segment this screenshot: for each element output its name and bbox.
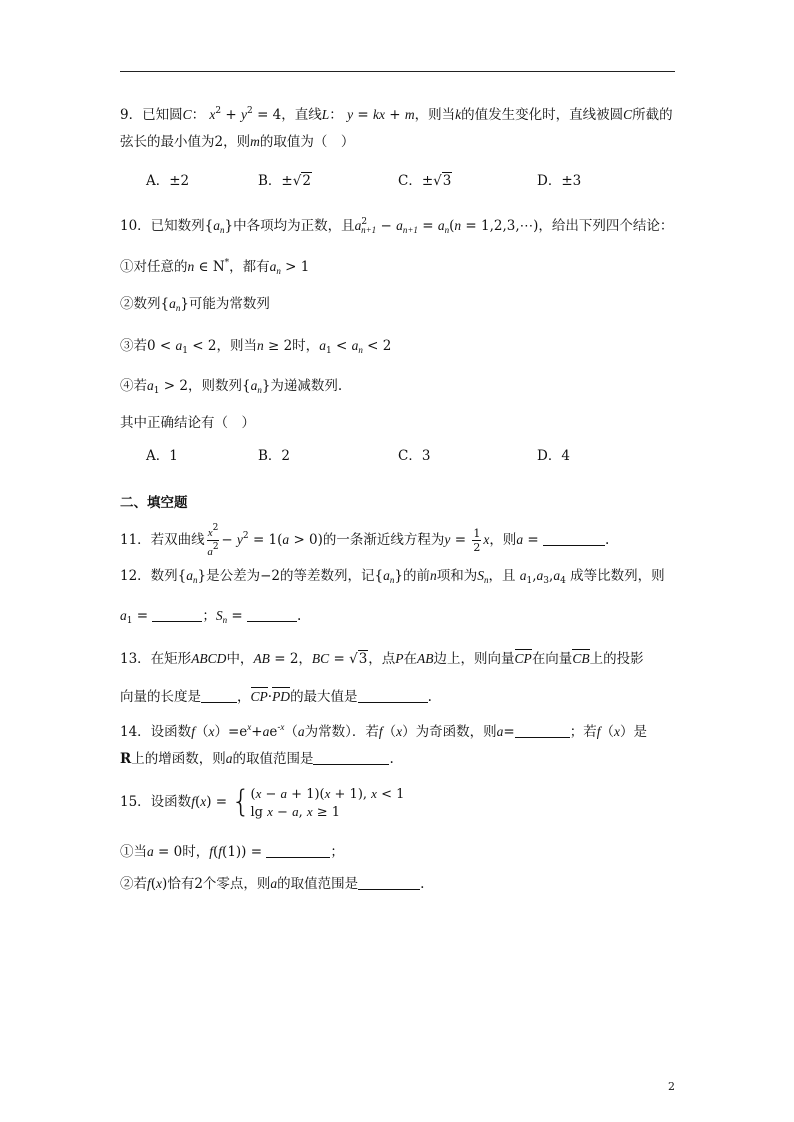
q12-line2: $a_1$ = ；$S_n$ = .: [120, 608, 302, 626]
page-number: 2: [668, 1080, 675, 1093]
q10-option-b: B．2: [258, 448, 291, 464]
q10-option-a: A．1: [146, 448, 178, 464]
q14-line2: R上的增函数，则a的取值范围是 .: [120, 751, 394, 767]
q13-line1: 13．在矩形ABCD中，AB = 2，BC = √3，点P在AB边上，则向量CP在向量CB上的投影: [120, 651, 644, 667]
q15-part2: ②若f(x)恰有2个零点，则a的取值范围是 .: [120, 876, 425, 892]
q10-ask: 其中正确结论有（ ）: [120, 415, 255, 431]
q9-option-a: A．±2: [146, 173, 190, 189]
q9-option-b: B．±√2: [258, 173, 311, 189]
q9-stem-line1: 9．已知圆C： $x^2 + y^2 = 4$，直线L： y = kx + m，则当k的值发生变化时，直线被圆C所截的: [120, 106, 673, 123]
q15-part1: ①当a = 0时，f(f(1)) = ；: [120, 844, 344, 860]
q10-stem: 10．已知数列$\{a_n\}$中各项均为正数，且$a^2_{n+1} - a_{n+1} = a_n(n$ = 1,2,3,⋯)，给出下列四个结论：: [120, 217, 674, 235]
header-rule: [120, 71, 675, 72]
q11: 11．若双曲线 $\frac{x^2}{a^2}$ − $y^2 = 1(a > 0)$的一条渐近线方程为y = $\frac{1}{2}$ x，则a = .: [120, 523, 610, 558]
q10-option-c: C．3: [398, 448, 431, 464]
q12-line1: 12．数列$\{a_n\}$是公差为−2的等差数列，记$\{a_n\}$的前n项和为$S_n$，且 $a_1,a_3,a_4$ 成等比数列，则: [120, 568, 665, 586]
q13-line2: 向量的长度是 ，CP·PD的最大值是 .: [120, 689, 432, 705]
section-heading: 二、填空题: [120, 495, 188, 511]
q10-conclusion-1: ①对任意的n ∈ N*，都有$a_n > 1$: [120, 258, 310, 276]
q10-option-d: D．4: [537, 448, 570, 464]
q9-stem-line2: 弦长的最小值为2，则m的取值为（ ）: [120, 134, 355, 150]
q15-stem: 15．设函数f(x) = { (x − a + 1)(x + 1), x < 1 lg x − a, x ≥ 1: [120, 784, 405, 820]
q10-conclusion-4: ④若$a_1 > 2$，则数列$\{a_n\}$为递减数列.: [120, 378, 343, 396]
q10-conclusion-2: ②数列$\{a_n\}$可能为常数列: [120, 296, 270, 313]
q14-line1: 14．设函数$f(x)=e^x+ae^{-x}(a$为常数）．若f（x）为奇函数，则a= ；若f（x）是: [120, 722, 647, 740]
q9-option-c: C．±√3: [398, 173, 452, 189]
q10-conclusion-3: ③若$0 < a_1 < 2$，则当n ≥ 2时，$a_1 < a_n < 2$: [120, 338, 392, 356]
q9-option-d: D．±3: [537, 173, 582, 189]
